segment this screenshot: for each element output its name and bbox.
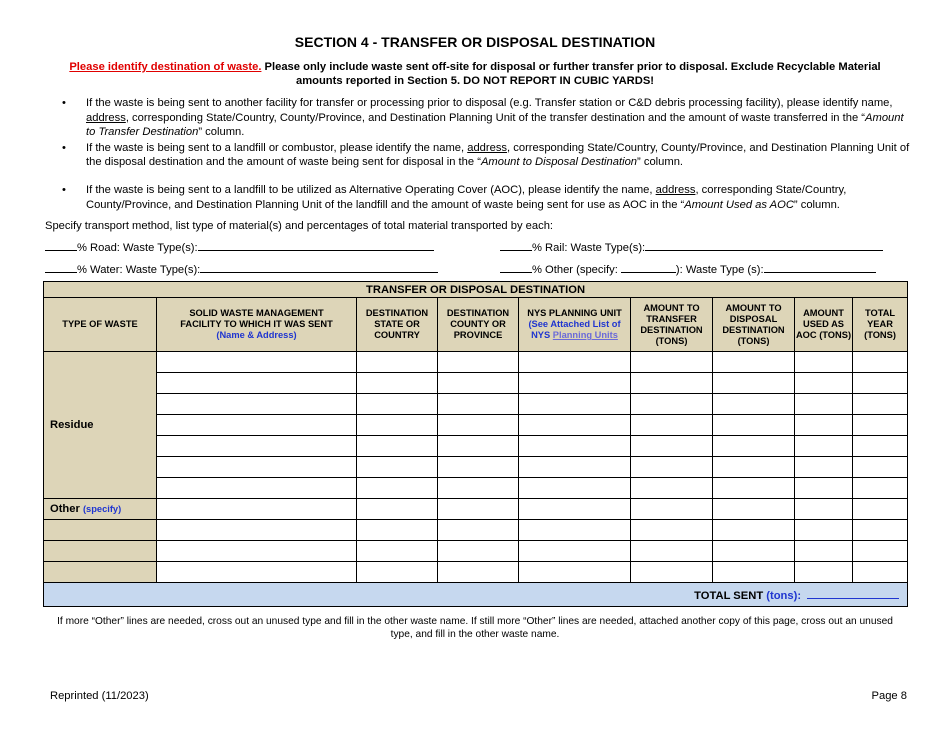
page-number: Page 8 <box>871 690 907 702</box>
bullet-text: If the waste is being sent to a landfill to be utilized as Alternative Operating Cover (AOC), please identify the name, <box>86 183 656 196</box>
section-title: SECTION 4 - TRANSFER OR DISPOSAL DESTINATION <box>294 34 656 50</box>
total-cell[interactable] <box>853 541 908 562</box>
nys-cell[interactable] <box>519 457 631 478</box>
other-type-cell[interactable] <box>44 562 157 583</box>
state-cell[interactable] <box>357 352 438 373</box>
bullet-text: ” column. <box>637 156 684 169</box>
aoc-cell[interactable] <box>795 562 853 583</box>
aoc-cell[interactable] <box>795 436 853 457</box>
bullet-text: , corresponding State/Country, County/Province, and Destination Planning Unit of the disposal destination and the amount of waste being sent for disposal in the “ <box>86 141 910 169</box>
bullet-underline: address <box>467 141 508 154</box>
disposal-cell[interactable] <box>713 541 795 562</box>
residue-label: Residue <box>44 352 157 499</box>
bullet-text: If the waste is being sent to a landfill or combustor, please identify the name, <box>86 141 468 154</box>
table-row <box>44 436 908 457</box>
other-specify-label: (specify) <box>82 504 122 514</box>
transfer-cell[interactable] <box>631 520 713 541</box>
total-cell[interactable] <box>853 436 908 457</box>
disposal-cell[interactable] <box>713 478 795 499</box>
aoc-cell[interactable] <box>795 457 853 478</box>
other-lines-note: If more “Other” lines are needed, cross out an unused type and fill in the other waste name. If still more “Other” lines are needed, attached another copy of this page, cross out an unused type, and fill in the other waste name. <box>57 616 893 640</box>
aoc-cell[interactable] <box>795 415 853 436</box>
transfer-cell[interactable] <box>631 457 713 478</box>
state-cell[interactable] <box>357 478 438 499</box>
nys-label: NYS PLANNING UNIT <box>527 308 622 318</box>
total-cell[interactable] <box>853 415 908 436</box>
state-cell[interactable] <box>357 520 438 541</box>
bullet-disposal <box>60 141 910 170</box>
facility-label: SOLID WASTE MANAGEMENT FACILITY TO WHICH IT WAS SENT <box>180 308 333 329</box>
total-unit-label: (tons): <box>766 590 802 602</box>
nys-sub-label: (See Attached List of NYS <box>528 319 621 340</box>
facility-cell[interactable] <box>157 541 357 562</box>
transfer-cell[interactable] <box>631 415 713 436</box>
rail-field[interactable] <box>500 239 883 254</box>
aoc-cell[interactable] <box>795 394 853 415</box>
disposal-cell[interactable] <box>713 499 795 520</box>
other-transport-field[interactable] <box>500 261 876 276</box>
disposal-cell[interactable] <box>713 415 795 436</box>
total-cell[interactable] <box>853 562 908 583</box>
facility-cell[interactable] <box>157 373 357 394</box>
state-cell[interactable] <box>357 562 438 583</box>
destination-table <box>43 281 908 607</box>
facility-cell[interactable] <box>157 394 357 415</box>
bullet-text: , corresponding State/Country, County/Province, and Destination Planning Unit of the landfill and the amount of waste being sent for use as AOC in the “ <box>86 183 847 211</box>
bullet-italic: Amount to Transfer Destination <box>86 111 904 139</box>
nys-cell[interactable] <box>519 478 631 499</box>
state-cell[interactable] <box>357 394 438 415</box>
total-sent-field[interactable] <box>807 587 899 599</box>
table-row <box>44 520 908 541</box>
disposal-cell[interactable] <box>713 373 795 394</box>
bullet-text: ” column. <box>198 126 245 139</box>
facility-cell[interactable] <box>157 415 357 436</box>
state-cell[interactable] <box>357 541 438 562</box>
table-band-title: TRANSFER OR DISPOSAL DESTINATION <box>44 282 908 298</box>
transfer-cell[interactable] <box>631 373 713 394</box>
water-label: % Water: Waste Type(s): <box>77 264 201 276</box>
county-cell[interactable] <box>438 478 519 499</box>
nys-cell[interactable] <box>519 499 631 520</box>
nys-cell[interactable] <box>519 520 631 541</box>
county-cell[interactable] <box>438 562 519 583</box>
state-cell[interactable] <box>357 457 438 478</box>
facility-cell[interactable] <box>157 457 357 478</box>
table-row <box>44 562 908 583</box>
transfer-cell[interactable] <box>631 562 713 583</box>
transfer-cell[interactable] <box>631 436 713 457</box>
disposal-cell[interactable] <box>713 352 795 373</box>
county-cell[interactable] <box>438 415 519 436</box>
rail-label: % Rail: Waste Type(s): <box>532 242 646 254</box>
bullet-text: , corresponding State/Country, County/Province, and Destination Planning Unit of the transfer destination and the amount of waste transferred in the “ <box>125 111 866 124</box>
transfer-cell[interactable] <box>631 478 713 499</box>
col-header-state: DESTINATION STATE OR COUNTRY <box>357 298 438 352</box>
table-row <box>44 478 908 499</box>
nys-cell[interactable] <box>519 352 631 373</box>
col-header-disposal: AMOUNT TO DISPOSAL DESTINATION (TONS) <box>713 298 795 352</box>
county-cell[interactable] <box>438 457 519 478</box>
aoc-cell[interactable] <box>795 541 853 562</box>
bullet-underline: address <box>655 183 696 196</box>
aoc-cell[interactable] <box>795 478 853 499</box>
county-cell[interactable] <box>438 394 519 415</box>
instruction-bullets <box>60 96 910 212</box>
bullet-italic: Amount Used as AOC <box>684 198 794 211</box>
state-cell[interactable] <box>357 499 438 520</box>
total-cell[interactable] <box>853 373 908 394</box>
table-row <box>44 352 908 373</box>
bullet-text: If the waste is being sent to another facility for transfer or processing prior to disposal (e.g. Transfer station or C&D debris processing facility), please identify name, <box>86 97 893 109</box>
state-cell[interactable] <box>357 436 438 457</box>
nys-cell[interactable] <box>519 394 631 415</box>
facility-sub-label: (Name & Address) <box>216 330 297 340</box>
other-type-label: ): Waste Type (s): <box>675 264 764 276</box>
planning-units-link[interactable]: Planning Units <box>552 330 618 340</box>
other-type-cell[interactable] <box>44 499 157 520</box>
table-row <box>44 394 908 415</box>
other-type-cell[interactable] <box>44 520 157 541</box>
bullet-dot-icon: • <box>62 183 66 196</box>
nys-cell[interactable] <box>519 415 631 436</box>
facility-cell[interactable] <box>157 478 357 499</box>
transfer-cell[interactable] <box>631 394 713 415</box>
nys-cell[interactable] <box>519 562 631 583</box>
col-header-aoc: AMOUNT USED AS AOC (TONS) <box>795 298 853 352</box>
bullet-text: ” column. <box>793 198 840 211</box>
facility-cell[interactable] <box>157 499 357 520</box>
facility-cell[interactable] <box>157 436 357 457</box>
state-cell[interactable] <box>357 415 438 436</box>
total-sent-label: TOTAL SENT <box>694 590 764 602</box>
total-cell[interactable] <box>853 352 908 373</box>
aoc-cell[interactable] <box>795 499 853 520</box>
county-cell[interactable] <box>438 499 519 520</box>
col-header-transfer: AMOUNT TO TRANSFER DESTINATION (TONS) <box>631 298 713 352</box>
disposal-cell[interactable] <box>713 394 795 415</box>
facility-cell[interactable] <box>157 352 357 373</box>
aoc-cell[interactable] <box>795 520 853 541</box>
nys-cell[interactable] <box>519 373 631 394</box>
nys-cell[interactable] <box>519 541 631 562</box>
county-cell[interactable] <box>438 520 519 541</box>
county-cell[interactable] <box>438 541 519 562</box>
bullet-dot-icon: • <box>62 141 66 154</box>
total-sent-row <box>44 583 908 607</box>
total-cell[interactable] <box>853 499 908 520</box>
county-cell[interactable] <box>438 352 519 373</box>
county-cell[interactable] <box>438 373 519 394</box>
col-header-facility <box>157 298 357 352</box>
bullet-aoc <box>60 183 910 212</box>
other-label: % Other (specify: <box>532 264 621 276</box>
col-header-county: DESTINATION COUNTY OR PROVINCE <box>438 298 519 352</box>
nys-cell[interactable] <box>519 436 631 457</box>
road-label: % Road: Waste Type(s): <box>77 242 198 254</box>
transport-instructions: Specify transport method, list type of material(s) and percentages of total material transported by each: <box>45 220 554 232</box>
table-row <box>44 373 908 394</box>
facility-cell[interactable] <box>157 520 357 541</box>
aoc-cell[interactable] <box>795 373 853 394</box>
col-header-total: TOTAL YEAR (TONS) <box>853 298 908 352</box>
aoc-cell[interactable] <box>795 352 853 373</box>
transfer-cell[interactable] <box>631 499 713 520</box>
intro-rest-text: Please only include waste sent off-site for disposal or further transfer prior to disposal. Exclude Recyclable Material amounts reported in Section 5. DO NOT REPORT IN CUBIC YARDS! <box>261 61 881 87</box>
bullet-dot-icon: • <box>62 97 66 109</box>
table-row <box>44 415 908 436</box>
intro-instructions <box>55 60 895 88</box>
total-cell[interactable] <box>853 478 908 499</box>
state-cell[interactable] <box>357 373 438 394</box>
col-header-type: TYPE OF WASTE <box>44 298 157 352</box>
county-cell[interactable] <box>438 436 519 457</box>
disposal-cell[interactable] <box>713 562 795 583</box>
bullet-underline: address <box>86 111 126 124</box>
bullet-italic: Amount to Disposal Destination <box>480 156 638 169</box>
table-row <box>44 541 908 562</box>
total-cell[interactable] <box>853 520 908 541</box>
reprinted-date: Reprinted (11/2023) <box>50 690 149 702</box>
disposal-cell[interactable] <box>713 436 795 457</box>
col-header-nys <box>519 298 631 352</box>
other-label: Other <box>50 503 80 515</box>
facility-cell[interactable] <box>157 562 357 583</box>
road-field[interactable] <box>45 239 434 254</box>
bullet-transfer <box>60 96 910 140</box>
water-field[interactable] <box>45 261 438 276</box>
transfer-cell[interactable] <box>631 352 713 373</box>
table-row <box>44 457 908 478</box>
disposal-cell[interactable] <box>713 457 795 478</box>
disposal-cell[interactable] <box>713 520 795 541</box>
total-cell[interactable] <box>853 394 908 415</box>
total-cell[interactable] <box>853 457 908 478</box>
transfer-cell[interactable] <box>631 541 713 562</box>
other-type-cell[interactable] <box>44 541 157 562</box>
intro-red-text: Please identify destination of waste. <box>69 61 262 73</box>
total-sent-cell <box>44 583 908 607</box>
table-row <box>44 499 908 520</box>
